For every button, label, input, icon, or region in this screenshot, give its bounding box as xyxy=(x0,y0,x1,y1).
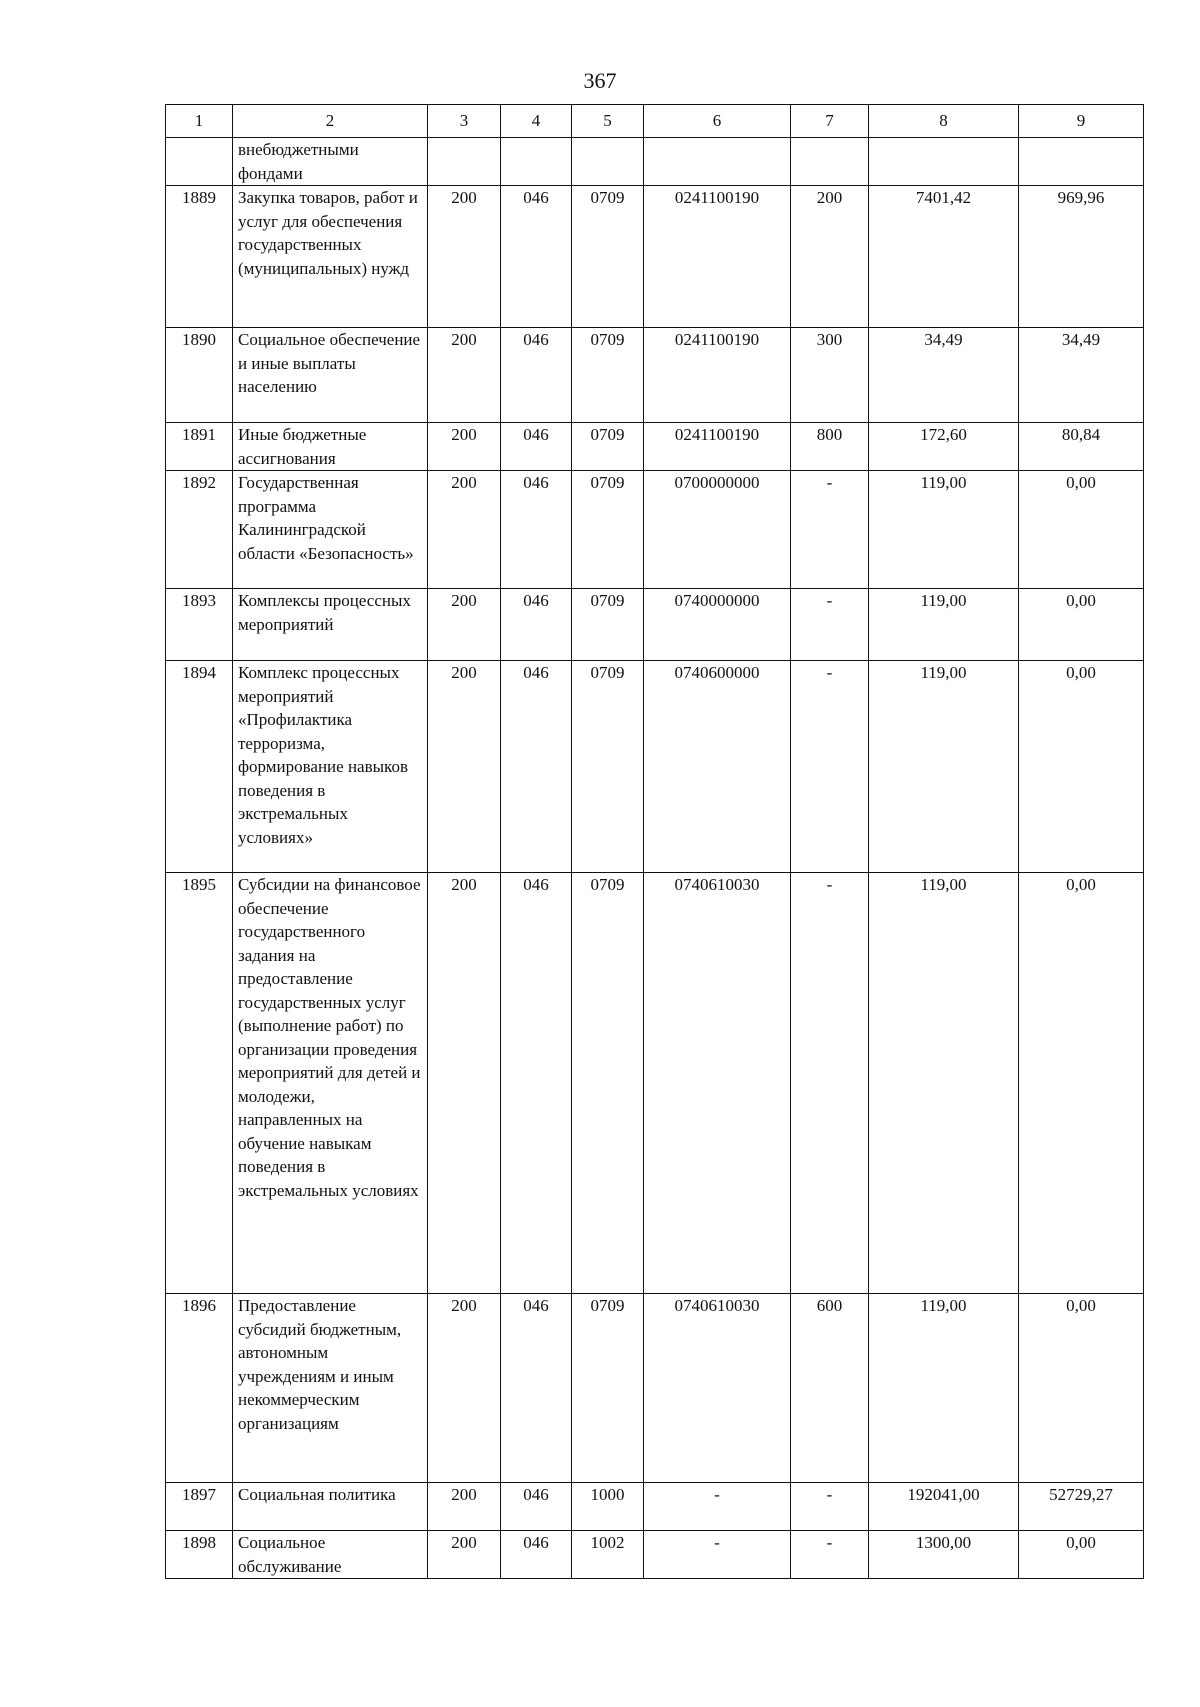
item-name: Комплекс процессных мероприятий «Профилактика терроризма, формирование навыков поведения в экстремальных условиях» xyxy=(233,661,428,873)
item-name: Социальное обеспечение и иные выплаты населению xyxy=(233,328,428,423)
cell-col4: 046 xyxy=(501,873,572,1294)
cell-col7: 800 xyxy=(791,423,869,471)
table-row xyxy=(166,328,1144,423)
row-number: 1893 xyxy=(166,589,233,661)
table-row xyxy=(166,471,1144,589)
column-header: 7 xyxy=(791,105,869,138)
cell-col3: 200 xyxy=(428,661,501,873)
table-row xyxy=(166,186,1144,328)
cell-col7: 200 xyxy=(791,186,869,328)
cell-col9: 0,00 xyxy=(1019,471,1144,589)
cell-col3: 200 xyxy=(428,328,501,423)
column-header: 6 xyxy=(644,105,791,138)
cell-col7: - xyxy=(791,1483,869,1531)
cell-col7: 300 xyxy=(791,328,869,423)
table-row xyxy=(166,589,1144,661)
cell-col5: 0709 xyxy=(572,1294,644,1483)
cell-col8 xyxy=(869,138,1019,186)
row-number: 1890 xyxy=(166,328,233,423)
cell-col4: 046 xyxy=(501,186,572,328)
cell-col3: 200 xyxy=(428,1531,501,1579)
cell-col6: 0740600000 xyxy=(644,661,791,873)
cell-col9 xyxy=(1019,138,1144,186)
cell-col8: 1300,00 xyxy=(869,1531,1019,1579)
cell-col4: 046 xyxy=(501,423,572,471)
cell-col4 xyxy=(501,138,572,186)
cell-col5: 0709 xyxy=(572,873,644,1294)
cell-col5: 0709 xyxy=(572,661,644,873)
cell-col6: 0241100190 xyxy=(644,186,791,328)
item-name: Предоставление субсидий бюджетным, автономным учреждениям и иным некоммерческим организациям xyxy=(233,1294,428,1483)
cell-col8: 172,60 xyxy=(869,423,1019,471)
cell-col3: 200 xyxy=(428,1294,501,1483)
row-number: 1896 xyxy=(166,1294,233,1483)
cell-col9: 0,00 xyxy=(1019,1531,1144,1579)
cell-col6: 0740000000 xyxy=(644,589,791,661)
cell-col6: 0740610030 xyxy=(644,1294,791,1483)
row-number: 1892 xyxy=(166,471,233,589)
cell-col6: - xyxy=(644,1531,791,1579)
column-header: 8 xyxy=(869,105,1019,138)
cell-col7: - xyxy=(791,471,869,589)
row-number: 1895 xyxy=(166,873,233,1294)
table-row xyxy=(166,138,1144,186)
cell-col8: 119,00 xyxy=(869,471,1019,589)
cell-col8: 119,00 xyxy=(869,661,1019,873)
cell-col3: 200 xyxy=(428,873,501,1294)
cell-col5: 0709 xyxy=(572,328,644,423)
cell-col7: - xyxy=(791,661,869,873)
item-name: Комплексы процессных мероприятий xyxy=(233,589,428,661)
table-row xyxy=(166,423,1144,471)
table-row xyxy=(166,1531,1144,1579)
cell-col8: 119,00 xyxy=(869,873,1019,1294)
cell-col5: 0709 xyxy=(572,423,644,471)
item-name: Закупка товаров, работ и услуг для обеспечения государственных (муниципальных) нужд xyxy=(233,186,428,328)
cell-col9: 34,49 xyxy=(1019,328,1144,423)
cell-col3: 200 xyxy=(428,589,501,661)
cell-col9: 80,84 xyxy=(1019,423,1144,471)
cell-col7: - xyxy=(791,589,869,661)
cell-col7: - xyxy=(791,1531,869,1579)
page-number: 367 xyxy=(583,68,617,93)
cell-col3 xyxy=(428,138,501,186)
cell-col3: 200 xyxy=(428,471,501,589)
item-name: Социальная политика xyxy=(233,1483,428,1531)
cell-col5: 0709 xyxy=(572,186,644,328)
cell-col4: 046 xyxy=(501,471,572,589)
cell-col8: 7401,42 xyxy=(869,186,1019,328)
cell-col9: 0,00 xyxy=(1019,589,1144,661)
cell-col4: 046 xyxy=(501,661,572,873)
row-number: 1898 xyxy=(166,1531,233,1579)
table-row xyxy=(166,1483,1144,1531)
row-number: 1894 xyxy=(166,661,233,873)
column-header: 3 xyxy=(428,105,501,138)
column-header: 4 xyxy=(501,105,572,138)
table-row xyxy=(166,1294,1144,1483)
table-row xyxy=(166,661,1144,873)
cell-col6: 0241100190 xyxy=(644,423,791,471)
cell-col4: 046 xyxy=(501,1483,572,1531)
cell-col5: 1002 xyxy=(572,1531,644,1579)
header-row xyxy=(166,105,1144,138)
row-number: 1891 xyxy=(166,423,233,471)
cell-col5 xyxy=(572,138,644,186)
cell-col9: 969,96 xyxy=(1019,186,1144,328)
cell-col8: 119,00 xyxy=(869,589,1019,661)
cell-col9: 0,00 xyxy=(1019,873,1144,1294)
cell-col6 xyxy=(644,138,791,186)
item-name: Социальное обслуживание xyxy=(233,1531,428,1579)
cell-col7: 600 xyxy=(791,1294,869,1483)
cell-col7: - xyxy=(791,873,869,1294)
cell-col5: 0709 xyxy=(572,471,644,589)
table-row xyxy=(166,873,1144,1294)
column-header: 5 xyxy=(572,105,644,138)
row-number: 1897 xyxy=(166,1483,233,1531)
cell-col9: 0,00 xyxy=(1019,1294,1144,1483)
cell-col4: 046 xyxy=(501,1531,572,1579)
cell-col5: 1000 xyxy=(572,1483,644,1531)
cell-col8: 192041,00 xyxy=(869,1483,1019,1531)
cell-col4: 046 xyxy=(501,1294,572,1483)
cell-col3: 200 xyxy=(428,186,501,328)
cell-col9: 52729,27 xyxy=(1019,1483,1144,1531)
cell-col4: 046 xyxy=(501,589,572,661)
column-header: 1 xyxy=(166,105,233,138)
row-number: 1889 xyxy=(166,186,233,328)
cell-col6: 0241100190 xyxy=(644,328,791,423)
column-header: 2 xyxy=(233,105,428,138)
cell-col8: 34,49 xyxy=(869,328,1019,423)
item-name: Государственная программа Калининградской области «Безопасность» xyxy=(233,471,428,589)
item-name: Иные бюджетные ассигнования xyxy=(233,423,428,471)
cell-col3: 200 xyxy=(428,423,501,471)
row-number xyxy=(166,138,233,186)
cell-col6: - xyxy=(644,1483,791,1531)
cell-col3: 200 xyxy=(428,1483,501,1531)
cell-col8: 119,00 xyxy=(869,1294,1019,1483)
cell-col9: 0,00 xyxy=(1019,661,1144,873)
cell-col6: 0740610030 xyxy=(644,873,791,1294)
budget-table xyxy=(165,104,1144,1579)
cell-col5: 0709 xyxy=(572,589,644,661)
cell-col6: 0700000000 xyxy=(644,471,791,589)
cell-col7 xyxy=(791,138,869,186)
item-name: Субсидии на финансовое обеспечение государственного задания на предоставление государственных услуг (выполнение работ) по организации проведения мероприятий для детей и молодежи, направленных на обучение навыкам поведения в экстремальных условиях xyxy=(233,873,428,1294)
column-header: 9 xyxy=(1019,105,1144,138)
item-name: внебюджетными фондами xyxy=(233,138,428,186)
cell-col4: 046 xyxy=(501,328,572,423)
